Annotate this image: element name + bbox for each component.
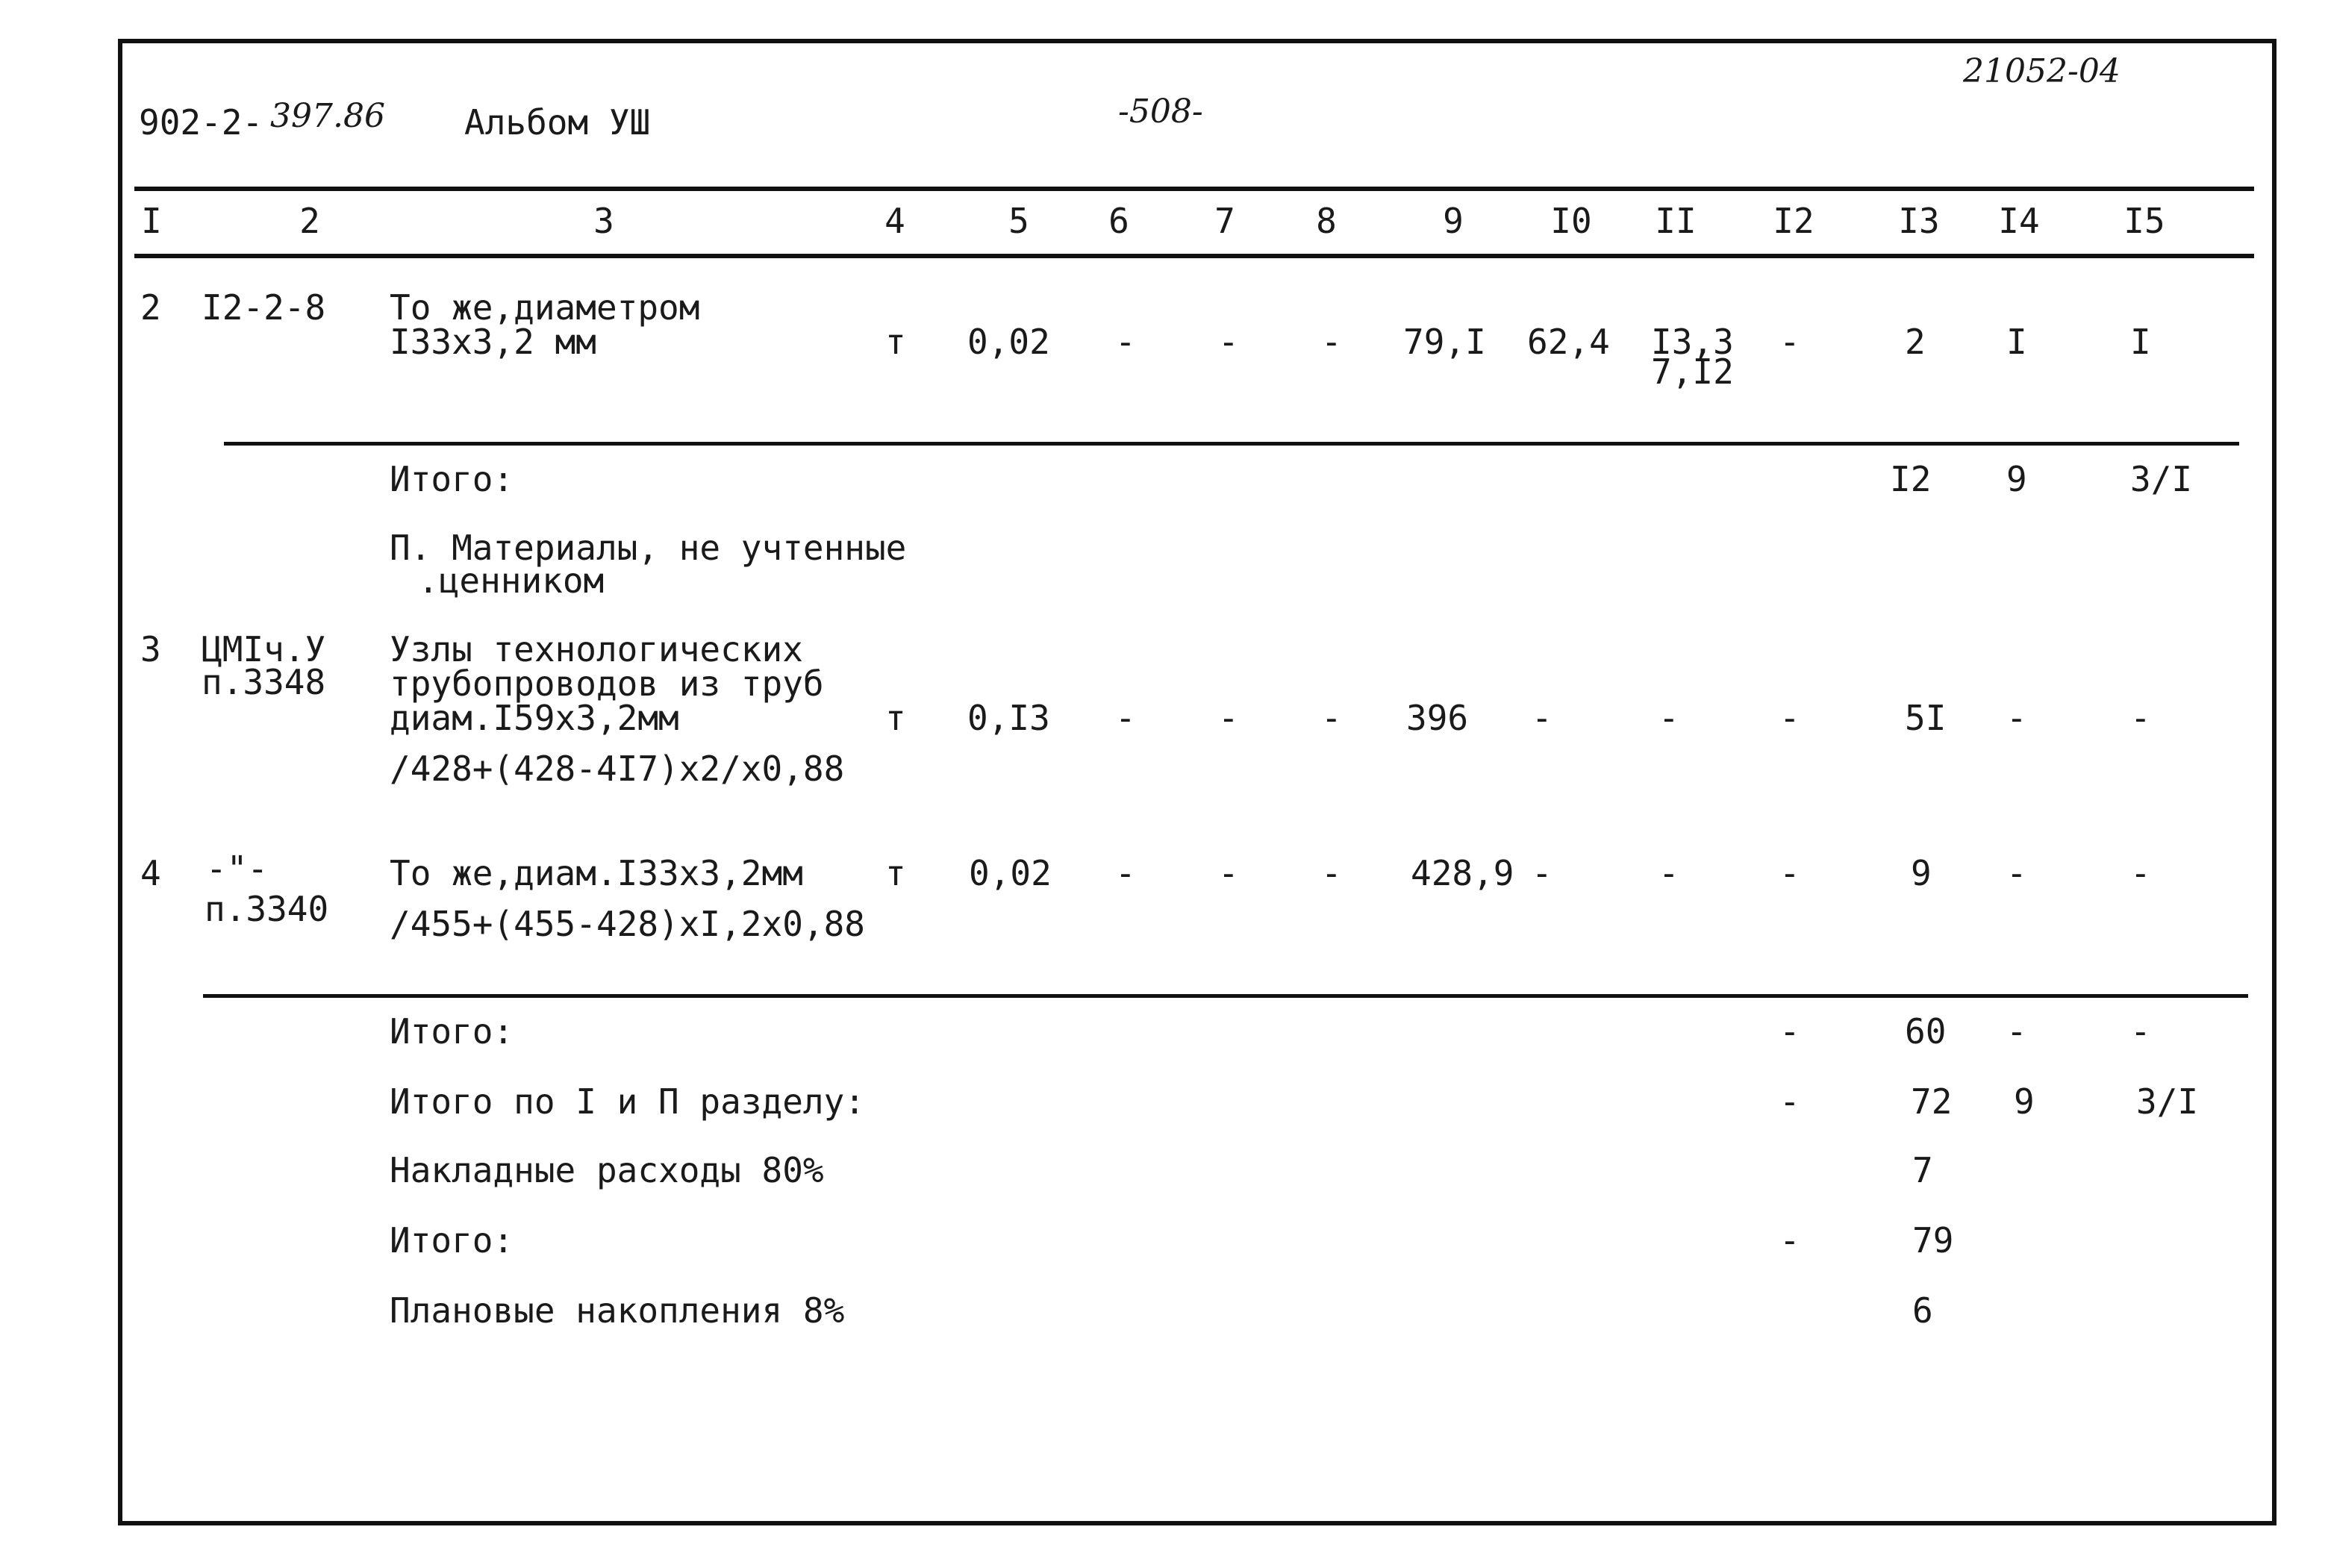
- row2-col6: -: [1115, 322, 1136, 362]
- doc-code: 902-2-: [139, 102, 263, 143]
- total-label: Плановые накопления 8%: [390, 1290, 845, 1331]
- total-label: Итого по I и П разделу:: [390, 1081, 865, 1122]
- row3-col10: -: [1532, 698, 1552, 738]
- total-label: Итого:: [390, 1011, 514, 1052]
- total-col15: 3/I: [2136, 1081, 2199, 1122]
- row2-col9: 79,I: [1403, 322, 1486, 362]
- row4-code: п.3340: [205, 889, 329, 929]
- col-header-6: 6: [1108, 201, 1129, 241]
- row3-name: трубопроводов из труб: [390, 663, 824, 704]
- col-header-13: I3: [1898, 201, 1940, 241]
- row3-name: Узлы технологических: [390, 629, 803, 669]
- col-header-9: 9: [1443, 201, 1464, 241]
- row4-col7: -: [1218, 853, 1239, 893]
- total-col13: 72: [1911, 1081, 1953, 1122]
- row4-col13: 9: [1911, 853, 1932, 893]
- page-number: -508-: [1118, 93, 1203, 131]
- subtotal-label: Итого:: [390, 459, 514, 499]
- col-header-1: I: [141, 201, 162, 241]
- col-header-12: I2: [1773, 201, 1814, 241]
- col-header-2: 2: [299, 201, 320, 241]
- header-top-rule: [134, 187, 2254, 191]
- total-label: Итого:: [390, 1220, 514, 1261]
- col-header-3: 3: [593, 201, 614, 241]
- subtotal-col13: I2: [1890, 459, 1932, 499]
- row2-code: I2-2-8: [202, 287, 326, 328]
- total-col14: -: [2006, 1011, 2027, 1052]
- total-col13: 79: [1912, 1220, 1954, 1261]
- total-col12: -: [1779, 1081, 1800, 1122]
- row-rule: [203, 994, 2248, 998]
- row3-number: 3: [140, 629, 161, 669]
- row2-col15: I: [2130, 322, 2151, 362]
- row3-col11: -: [1658, 698, 1679, 738]
- row2-col8: -: [1321, 322, 1342, 362]
- col-header-11: II: [1655, 201, 1697, 241]
- total-col12: -: [1779, 1220, 1800, 1261]
- row3-col15: -: [2130, 698, 2151, 738]
- row3-col14: -: [2006, 698, 2027, 738]
- row2-number: 2: [140, 287, 161, 328]
- col-header-14: I4: [1998, 201, 2040, 241]
- row-rule: [224, 442, 2239, 446]
- row4-number: 4: [140, 853, 161, 893]
- row2-col7: -: [1218, 322, 1239, 362]
- total-col15: -: [2130, 1011, 2151, 1052]
- row3-col7: -: [1218, 698, 1239, 738]
- row4-col12: -: [1779, 853, 1800, 893]
- row3-qty: 0,I3: [967, 698, 1050, 738]
- row4-col8: -: [1321, 853, 1342, 893]
- row3-formula: /428+(428-4I7)х2/х0,88: [390, 749, 845, 789]
- row4-col15: -: [2130, 853, 2151, 893]
- row3-unit: т: [885, 698, 906, 738]
- column-header-rule: [134, 254, 2254, 258]
- row2-col11: 7,I2: [1651, 352, 1734, 392]
- row3-col8: -: [1321, 698, 1342, 738]
- row4-qty: 0,02: [969, 853, 1052, 893]
- row3-col12: -: [1779, 698, 1800, 738]
- row4-name: То же,диам.I33х3,2мм: [390, 853, 803, 893]
- row3-col13: 5I: [1905, 698, 1947, 738]
- total-col13: 7: [1912, 1150, 1933, 1190]
- total-col12: -: [1779, 1011, 1800, 1052]
- album-title: Альбом УШ: [464, 102, 651, 143]
- total-col13: 60: [1905, 1011, 1947, 1052]
- row2-col12: -: [1779, 322, 1800, 362]
- row4-unit: т: [885, 853, 906, 893]
- row2-qty: 0,02: [967, 322, 1050, 362]
- col-header-8: 8: [1316, 201, 1337, 241]
- row3-code: п.3348: [202, 662, 326, 702]
- row2-col14: I: [2006, 322, 2027, 362]
- subtotal-col15: 3/I: [2130, 459, 2193, 499]
- total-col14: 9: [2014, 1081, 2035, 1122]
- total-col13: 6: [1912, 1290, 1933, 1331]
- row4-col14: -: [2006, 853, 2027, 893]
- total-label: Накладные расходы 80%: [390, 1150, 824, 1190]
- row2-col13: 2: [1905, 322, 1926, 362]
- subtotal-col14: 9: [2006, 459, 2027, 499]
- row2-col10: 62,4: [1527, 322, 1610, 362]
- row3-name: диам.I59х3,2мм: [390, 698, 679, 738]
- row2-col11: I3,3: [1651, 322, 1734, 362]
- row4-col9: 428,9: [1411, 853, 1514, 893]
- row3-code: ЦМIч.У: [202, 629, 326, 669]
- col-header-5: 5: [1008, 201, 1029, 241]
- row4-code: -"-: [206, 849, 269, 889]
- col-header-15: I5: [2123, 201, 2165, 241]
- row2-name: I33х3,2 мм: [390, 322, 596, 362]
- row2-unit: т: [885, 322, 906, 362]
- row2-name: То же,диаметром: [390, 287, 700, 328]
- doc-code-handwritten: 397.86: [270, 97, 385, 135]
- row4-col6: -: [1115, 853, 1136, 893]
- row3-col6: -: [1115, 698, 1136, 738]
- col-header-4: 4: [884, 201, 905, 241]
- section-heading: П. Материалы, не учтенные: [390, 528, 907, 568]
- row4-formula: /455+(455-428)хI,2х0,88: [390, 904, 865, 944]
- row4-col11: -: [1658, 853, 1679, 893]
- row3-col9: 396: [1406, 698, 1469, 738]
- row4-col10: -: [1532, 853, 1552, 893]
- col-header-7: 7: [1214, 201, 1235, 241]
- sheet-number: 21052-04: [1963, 52, 2121, 90]
- section-heading: .ценником: [418, 560, 605, 601]
- col-header-10: I0: [1550, 201, 1592, 241]
